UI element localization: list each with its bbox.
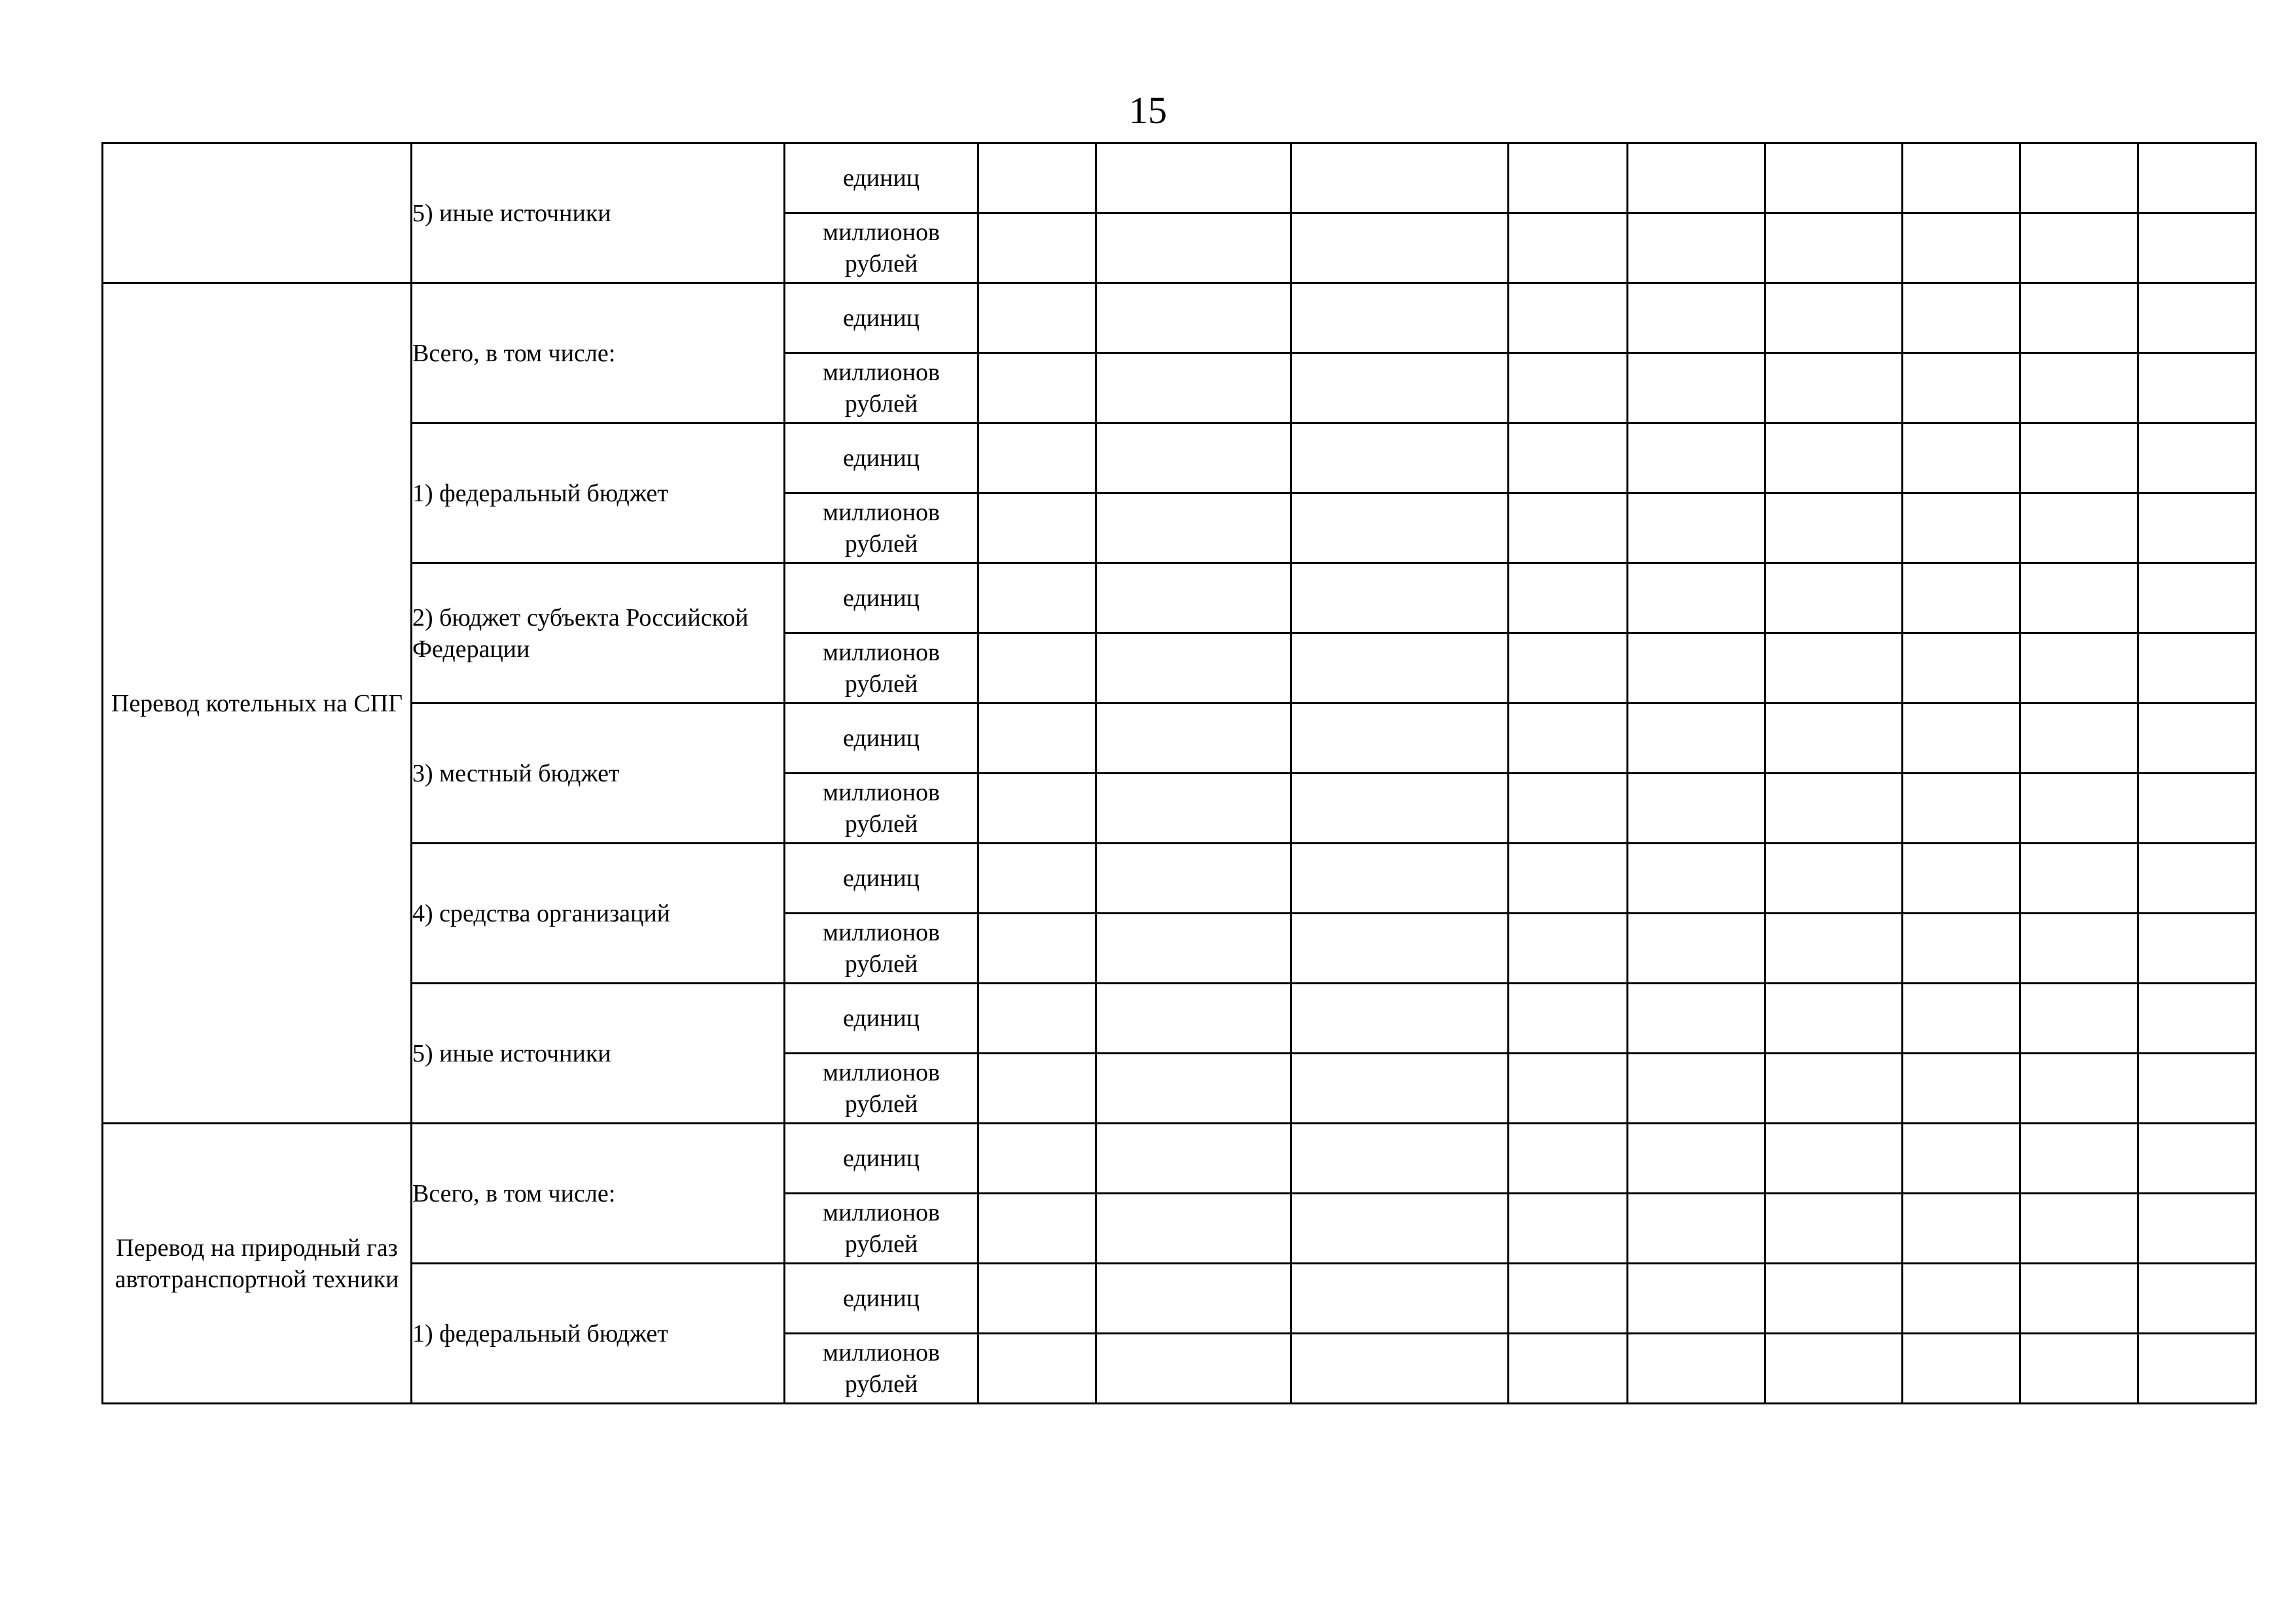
value-cell: [2020, 493, 2138, 563]
value-cell: [1096, 1334, 1291, 1404]
value-cell: [1291, 283, 1509, 353]
value-cell: [2138, 1264, 2256, 1334]
unit-cell: единиц: [785, 1264, 978, 1334]
table-row: [103, 423, 2256, 493]
table-body: [103, 143, 2256, 1404]
value-cell: [1509, 423, 1628, 493]
value-cell: [1096, 143, 1291, 213]
value-cell: [1096, 704, 1291, 774]
value-cell: [2020, 1124, 2138, 1194]
value-cell: [1509, 1264, 1628, 1334]
value-cell: [1291, 844, 1509, 914]
funding-source-cell: Всего, в том числе:: [412, 283, 785, 423]
value-cell: [1509, 353, 1628, 423]
table-row: [103, 1264, 2256, 1334]
value-cell: [1291, 774, 1509, 844]
value-cell: [2020, 704, 2138, 774]
value-cell: [1765, 563, 1903, 633]
funding-source-cell: 5) иные источники: [412, 984, 785, 1124]
unit-cell: миллионов рублей: [785, 1194, 978, 1264]
unit-cell: единиц: [785, 143, 978, 213]
value-cell: [1765, 774, 1903, 844]
value-cell: [2020, 774, 2138, 844]
table-row: [103, 844, 2256, 914]
value-cell: [1903, 633, 2020, 704]
unit-cell: единиц: [785, 984, 978, 1054]
funding-source-cell: 1) федеральный бюджет: [412, 1264, 785, 1404]
value-cell: [978, 844, 1096, 914]
value-cell: [1903, 143, 2020, 213]
value-cell: [2138, 1124, 2256, 1194]
value-cell: [1765, 914, 1903, 984]
value-cell: [1628, 704, 1765, 774]
value-cell: [1096, 1054, 1291, 1124]
value-cell: [1291, 493, 1509, 563]
value-cell: [1291, 914, 1509, 984]
value-cell: [2138, 283, 2256, 353]
table-row: [103, 1124, 2256, 1194]
value-cell: [1096, 844, 1291, 914]
value-cell: [1096, 213, 1291, 283]
value-cell: [1903, 1054, 2020, 1124]
value-cell: [978, 213, 1096, 283]
value-cell: [1291, 1194, 1509, 1264]
value-cell: [1096, 1264, 1291, 1334]
unit-cell: миллионов рублей: [785, 774, 978, 844]
table-row: [103, 704, 2256, 774]
value-cell: [1765, 1264, 1903, 1334]
value-cell: [1903, 1334, 2020, 1404]
value-cell: [1628, 1334, 1765, 1404]
value-cell: [978, 1194, 1096, 1264]
value-cell: [1509, 1334, 1628, 1404]
value-cell: [1291, 143, 1509, 213]
value-cell: [1903, 1194, 2020, 1264]
funding-source-cell: 5) иные источники: [412, 143, 785, 283]
funding-source-cell: 2) бюджет субъекта Российской Федерации: [412, 563, 785, 704]
value-cell: [1509, 704, 1628, 774]
value-cell: [1291, 423, 1509, 493]
value-cell: [978, 143, 1096, 213]
value-cell: [978, 423, 1096, 493]
value-cell: [1628, 423, 1765, 493]
value-cell: [1903, 984, 2020, 1054]
funding-source-cell: 3) местный бюджет: [412, 704, 785, 844]
value-cell: [2020, 1054, 2138, 1124]
unit-cell: миллионов рублей: [785, 1054, 978, 1124]
value-cell: [1291, 704, 1509, 774]
table-row: [103, 143, 2256, 213]
value-cell: [2138, 844, 2256, 914]
unit-cell: единиц: [785, 423, 978, 493]
value-cell: [1628, 774, 1765, 844]
value-cell: [978, 704, 1096, 774]
value-cell: [1628, 213, 1765, 283]
data-table: [101, 142, 2257, 1404]
value-cell: [1291, 353, 1509, 423]
value-cell: [1096, 283, 1291, 353]
value-cell: [2020, 633, 2138, 704]
value-cell: [1628, 563, 1765, 633]
unit-cell: единиц: [785, 1124, 978, 1194]
value-cell: [1903, 1264, 2020, 1334]
value-cell: [1509, 493, 1628, 563]
value-cell: [1765, 984, 1903, 1054]
page-number: 15: [1129, 89, 1167, 132]
value-cell: [1765, 844, 1903, 914]
value-cell: [1509, 1194, 1628, 1264]
value-cell: [1628, 633, 1765, 704]
value-cell: [1291, 563, 1509, 633]
value-cell: [2020, 143, 2138, 213]
value-cell: [2020, 984, 2138, 1054]
value-cell: [1765, 353, 1903, 423]
value-cell: [1291, 1124, 1509, 1194]
value-cell: [978, 1124, 1096, 1194]
value-cell: [1903, 704, 2020, 774]
value-cell: [1903, 423, 2020, 493]
value-cell: [1765, 423, 1903, 493]
value-cell: [1509, 984, 1628, 1054]
value-cell: [2138, 633, 2256, 704]
table-row: [103, 563, 2256, 633]
value-cell: [978, 774, 1096, 844]
value-cell: [1628, 1054, 1765, 1124]
value-cell: [1903, 914, 2020, 984]
unit-cell: единиц: [785, 563, 978, 633]
value-cell: [1903, 493, 2020, 563]
value-cell: [2138, 1054, 2256, 1124]
value-cell: [1903, 283, 2020, 353]
value-cell: [978, 984, 1096, 1054]
value-cell: [1765, 633, 1903, 704]
value-cell: [1509, 1054, 1628, 1124]
value-cell: [1509, 213, 1628, 283]
value-cell: [1765, 283, 1903, 353]
value-cell: [1628, 844, 1765, 914]
value-cell: [1628, 1194, 1765, 1264]
value-cell: [2020, 283, 2138, 353]
value-cell: [1903, 1124, 2020, 1194]
value-cell: [1628, 914, 1765, 984]
category-cell: Перевод котельных на СПГ: [103, 283, 412, 1124]
value-cell: [1096, 774, 1291, 844]
value-cell: [1096, 914, 1291, 984]
value-cell: [1096, 1194, 1291, 1264]
value-cell: [1096, 493, 1291, 563]
value-cell: [978, 914, 1096, 984]
value-cell: [1628, 143, 1765, 213]
value-cell: [1096, 353, 1291, 423]
value-cell: [2020, 213, 2138, 283]
value-cell: [1291, 984, 1509, 1054]
unit-cell: единиц: [785, 844, 978, 914]
value-cell: [978, 353, 1096, 423]
value-cell: [1628, 493, 1765, 563]
value-cell: [1096, 1124, 1291, 1194]
value-cell: [1628, 353, 1765, 423]
value-cell: [2020, 563, 2138, 633]
value-cell: [1509, 563, 1628, 633]
value-cell: [1765, 1334, 1903, 1404]
unit-cell: миллионов рублей: [785, 213, 978, 283]
value-cell: [2138, 704, 2256, 774]
funding-source-cell: Всего, в том числе:: [412, 1124, 785, 1264]
value-cell: [978, 1264, 1096, 1334]
value-cell: [2138, 914, 2256, 984]
value-cell: [1903, 353, 2020, 423]
value-cell: [1291, 633, 1509, 704]
value-cell: [1765, 493, 1903, 563]
unit-cell: миллионов рублей: [785, 633, 978, 704]
value-cell: [2138, 774, 2256, 844]
value-cell: [1628, 984, 1765, 1054]
unit-cell: миллионов рублей: [785, 353, 978, 423]
value-cell: [2020, 1264, 2138, 1334]
value-cell: [1628, 1264, 1765, 1334]
value-cell: [1509, 283, 1628, 353]
value-cell: [1096, 633, 1291, 704]
value-cell: [1765, 704, 1903, 774]
value-cell: [2020, 423, 2138, 493]
value-cell: [2138, 423, 2256, 493]
value-cell: [2138, 143, 2256, 213]
value-cell: [2138, 213, 2256, 283]
value-cell: [978, 633, 1096, 704]
value-cell: [1765, 1194, 1903, 1264]
value-cell: [978, 283, 1096, 353]
value-cell: [1096, 423, 1291, 493]
value-cell: [1509, 1124, 1628, 1194]
value-cell: [978, 563, 1096, 633]
value-cell: [1291, 1264, 1509, 1334]
value-cell: [2138, 1334, 2256, 1404]
value-cell: [1509, 844, 1628, 914]
value-cell: [1903, 844, 2020, 914]
category-cell: Перевод на природный газ автотранспортной техники: [103, 1124, 412, 1404]
unit-cell: единиц: [785, 704, 978, 774]
value-cell: [1096, 563, 1291, 633]
value-cell: [2138, 984, 2256, 1054]
value-cell: [978, 1054, 1096, 1124]
value-cell: [2020, 914, 2138, 984]
funding-source-cell: 4) средства организаций: [412, 844, 785, 984]
value-cell: [1765, 1124, 1903, 1194]
value-cell: [2020, 353, 2138, 423]
value-cell: [2020, 1194, 2138, 1264]
value-cell: [978, 1334, 1096, 1404]
value-cell: [1765, 213, 1903, 283]
value-cell: [1096, 984, 1291, 1054]
funding-source-cell: 1) федеральный бюджет: [412, 423, 785, 563]
value-cell: [2138, 353, 2256, 423]
value-cell: [1628, 283, 1765, 353]
unit-cell: единиц: [785, 283, 978, 353]
value-cell: [2020, 1334, 2138, 1404]
value-cell: [1903, 213, 2020, 283]
unit-cell: миллионов рублей: [785, 493, 978, 563]
value-cell: [2138, 493, 2256, 563]
value-cell: [1291, 213, 1509, 283]
value-cell: [1903, 563, 2020, 633]
value-cell: [2020, 844, 2138, 914]
value-cell: [1291, 1054, 1509, 1124]
unit-cell: миллионов рублей: [785, 1334, 978, 1404]
value-cell: [1903, 774, 2020, 844]
table-row: [103, 283, 2256, 353]
value-cell: [1509, 633, 1628, 704]
value-cell: [2138, 1194, 2256, 1264]
value-cell: [978, 493, 1096, 563]
category-cell: [103, 143, 412, 283]
value-cell: [1765, 1054, 1903, 1124]
value-cell: [1291, 1334, 1509, 1404]
value-cell: [1765, 143, 1903, 213]
unit-cell: миллионов рублей: [785, 914, 978, 984]
value-cell: [1509, 774, 1628, 844]
table-row: [103, 984, 2256, 1054]
value-cell: [1509, 914, 1628, 984]
value-cell: [1509, 143, 1628, 213]
value-cell: [1628, 1124, 1765, 1194]
value-cell: [2138, 563, 2256, 633]
